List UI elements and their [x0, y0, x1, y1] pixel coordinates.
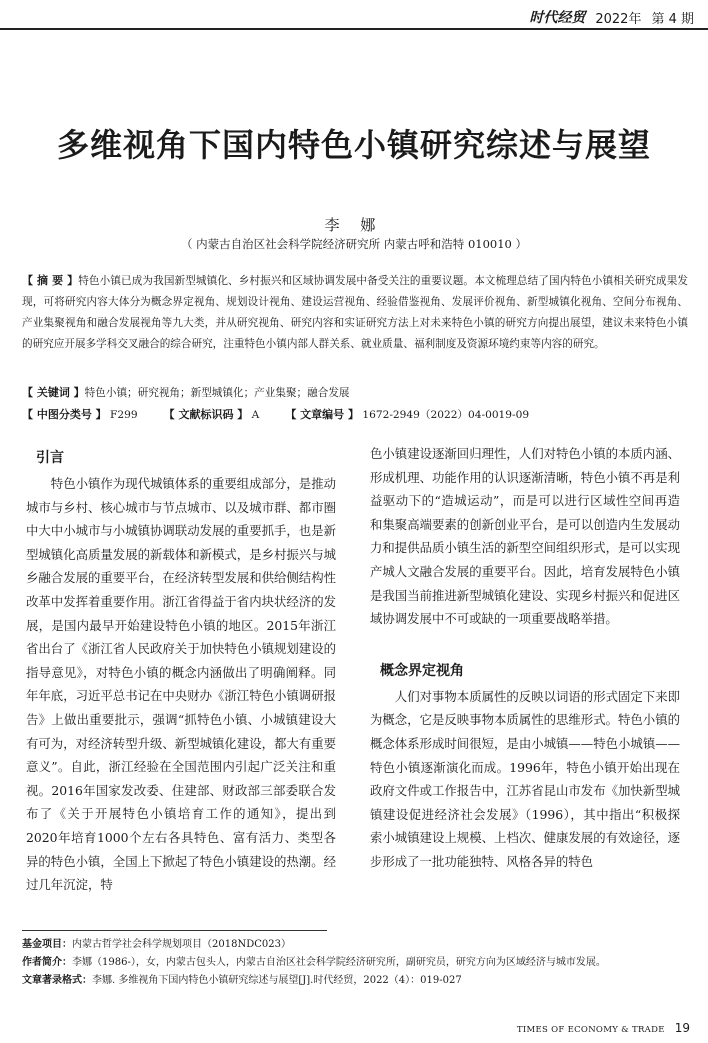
- body-column-right: [370, 442, 680, 874]
- abstract-label: 【 摘 要 】: [22, 274, 79, 287]
- page-number: 19: [674, 1021, 690, 1035]
- classification-line: [22, 405, 688, 425]
- magazine-name: 时代经贸: [529, 10, 586, 26]
- footnote-rule: [22, 930, 327, 931]
- keywords-label: 【 关键词 】: [22, 386, 85, 399]
- issue-year: 2022年: [595, 11, 642, 27]
- keywords-text: 特色小镇；研究视角；新型城镇化；产业集聚；融合发展: [84, 387, 350, 399]
- author-bio-text: 李娜（1986-），女，内蒙古包头人，内蒙古自治区社会科学院经济研究所，副研究员，研究方向为区域经济与城市发展。: [72, 957, 606, 968]
- author-bio-label: 作者简介：: [22, 957, 72, 968]
- journal-english-name: TIMES OF ECONOMY & TRADE: [516, 1025, 665, 1035]
- author-name: 李 娜: [324, 216, 384, 234]
- article-title: 多维视角下国内特色小镇研究综述与展望: [56, 126, 651, 164]
- fund-label: 基金项目：: [22, 939, 72, 950]
- concept-paragraph-1: 人们对事物本质属性的反映以词语的形式固定下来即为概念，它是反映事物本质属性的思维形式。特色小镇的概念体系形成时间很短，是由小城镇——特色小城镇——特色小镇逐渐演化而成。1996年，特色小镇开始出现在政府文件或工作报告中，江苏省昆山市发布《加快新型城镇建设促进经济社会发展》（1996），其中指出“积极探索小城镇建设上规模、上档次、健康发展的有效途径，逐步形成了一批功能独特、风格各异的特色: [370, 688, 680, 869]
- document-code-value: A: [251, 409, 260, 421]
- abstract: [22, 270, 688, 355]
- document-code-label: 【 文献标识码 】: [163, 408, 249, 421]
- author-bio: [22, 954, 692, 972]
- clc-label: 【 中图分类号 】: [22, 408, 107, 421]
- citation-label: 文章著录格式：: [22, 975, 92, 986]
- intro-paragraph-2: 色小镇建设逐渐回归理性，人们对特色小镇的本质内涵、形成机理、功能作用的认识逐渐清晰，特色小镇不再是利益驱动下的“造城运动”，而是可以进行区域性空间再造和集聚高端要素的创新创业平台，是可以创造内生发展动力和提供品质小镇生活的新型空间组织形式，是可以实现产城人文融合发展的重要平台。因此，培育发展特色小镇是我国当前推进新型城镇化建设、实现乡村振兴和促进区域协调发展中不可或缺的一项重要战略举措。: [370, 446, 680, 627]
- citation-format: [22, 972, 692, 990]
- footnotes: [22, 936, 692, 990]
- clc-value: F299: [110, 409, 138, 421]
- article-number: [285, 405, 529, 425]
- header-rule: [0, 28, 708, 30]
- running-header: [529, 6, 694, 28]
- section-heading-concept: 概念界定视角: [380, 662, 464, 679]
- article-number-label: 【 文章编号 】: [285, 408, 359, 421]
- keywords: [22, 383, 688, 403]
- intro-paragraph-1: 特色小镇作为现代城镇体系的重要组成部分，是推动城市与乡村、核心城市与节点城市、以及城市群、都市圈中大中小城市与小城镇协调联动发展的重要抓手，也是新型城镇化高质量发展的新载体和新模式，是乡村振兴与城乡融合发展的重要平台，在经济转型发展和供给侧结构性改革中发挥着重要作用。浙江省得益于省内块状经济的发展，是国内最早开始建设特色小镇的地区。2015年浙江省出台了《浙江省人民政府关于加快特色小镇规划建设的指导意见》，对特色小镇的概念内涵做出了明确阐释。同年年底，习近平总书记在中央财办《浙江特色小镇调研报告》上做出重要批示，强调“抓特色小镇、小城镇建设大有可为，对经济转型升级、新型城镇化建设，都大有重要意义”。自此，浙江经验在全国范围内引起广泛关注和重视。2016年国家发改委、住建部、财政部三部委联合发布了《关于开展特色小镇培育工作的通知》，提出到2020年培育1000个左右各具特色、富有活力、类型各异的特色小镇，全国上下掀起了特色小镇建设的热潮。经过几年沉淀，特: [26, 476, 336, 893]
- body-column-left: [26, 442, 336, 897]
- document-code: [164, 405, 260, 425]
- citation-text: 李娜. 多维视角下国内特色小镇研究综述与展望[J].时代经贸，2022（4）：019-027: [92, 975, 462, 986]
- author-affiliation: （ 内蒙古自治区社会科学院经济研究所 内蒙古呼和浩特 010010 ）: [180, 237, 528, 251]
- fund-note: [22, 936, 692, 954]
- article-number-value: 1672-2949（2022）04-0019-09: [362, 409, 530, 421]
- page-footer: [517, 1021, 690, 1035]
- clc-number: [22, 405, 138, 425]
- issue-number: 第 4 期: [651, 11, 694, 27]
- abstract-text: 特色小镇已成为我国新型城镇化、乡村振兴和区域协调发展中备受关注的重要议题。本文梳理总结了国内特色小镇相关研究成果发现，可将研究内容大体分为概念界定视角、规划设计视角、建设运营视角、经验借鉴视角、发展评价视角、新型城镇化视角、空间分布视角、产业集聚视角和融合发展视角等九大类，并从研究视角、研究内容和实证研究方法上对未来特色小镇的研究方向提出展望，建议未来特色小镇的研究应开展多学科交叉融合的综合研究，注重特色小镇内部人群关系、就业质量、福利制度及资源环境约束等内容的研究。: [22, 275, 688, 350]
- fund-text: 内蒙古哲学社会科学规划项目（2018NDC023）: [72, 939, 291, 950]
- section-heading-intro: 引言: [36, 450, 64, 466]
